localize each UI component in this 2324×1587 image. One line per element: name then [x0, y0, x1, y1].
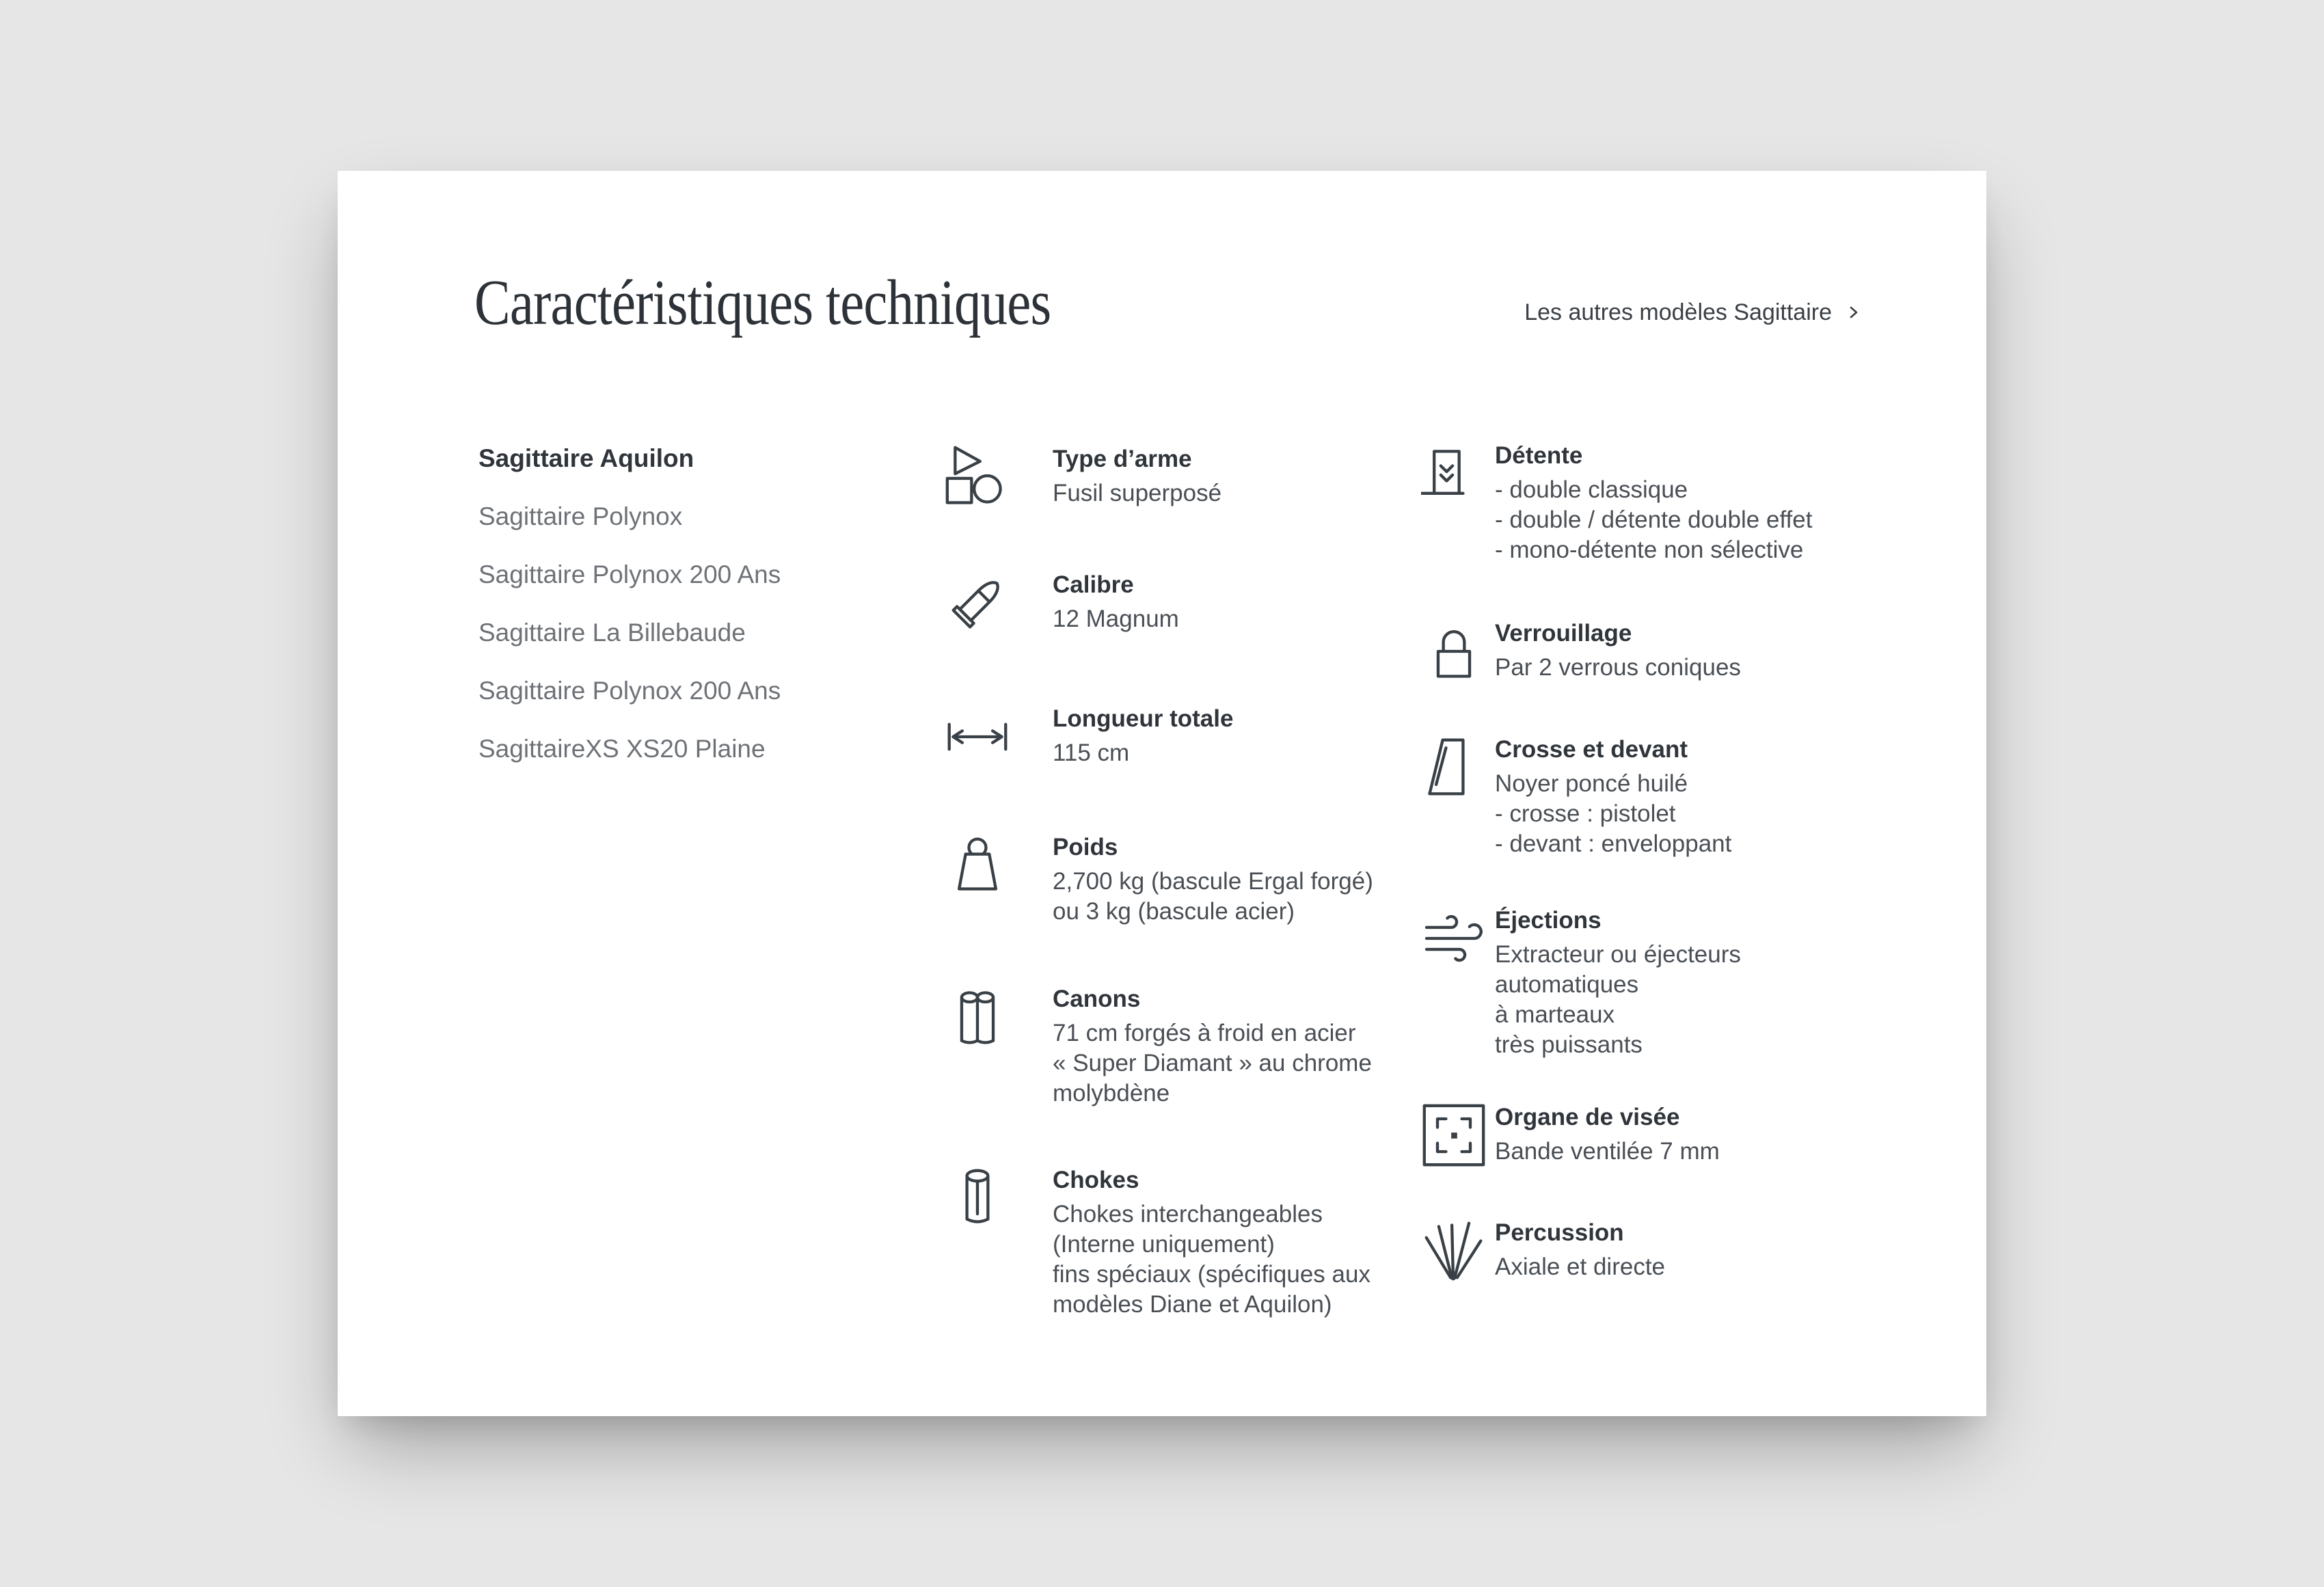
spec-label: Organe de visée	[1495, 1104, 1680, 1130]
spec-value-line: très puissants	[1495, 1031, 1643, 1058]
spec-text	[1495, 619, 1741, 683]
spec-card	[338, 171, 1986, 1416]
spec-label: Longueur totale	[1053, 705, 1234, 732]
spec-text	[1053, 1165, 1370, 1320]
spec-text	[1053, 832, 1373, 927]
model-list-item[interactable]: Sagittaire Polynox 200 Ans	[478, 677, 781, 705]
model-list-item[interactable]: Sagittaire Polynox 200 Ans	[478, 560, 781, 588]
other-models-link[interactable]	[1524, 301, 1862, 324]
spec-value-line: Fusil superposé	[1053, 480, 1222, 506]
spec-value-line: Axiale et directe	[1495, 1253, 1666, 1280]
spec-text	[1053, 444, 1221, 508]
chevron-right-icon	[1844, 303, 1862, 321]
spec-value-line: Chokes interchangeables	[1053, 1201, 1323, 1227]
viewfinder-icon	[1421, 1102, 1487, 1168]
spec-value-line: ou 3 kg (bascule acier)	[1053, 898, 1295, 925]
spec-value-line: - devant : enveloppant	[1495, 830, 1732, 857]
spec-label: Calibre	[1053, 571, 1134, 598]
spec-value-line: 115 cm	[1053, 740, 1130, 766]
spec-value-line: molybdène	[1053, 1080, 1170, 1107]
spec-value-line: à marteaux	[1495, 1001, 1615, 1028]
spec-value-line: fins spéciaux (spécifiques aux	[1053, 1261, 1370, 1288]
model-list	[478, 446, 781, 794]
spec-text	[1053, 570, 1179, 634]
wind-icon	[1421, 906, 1487, 971]
spec-label: Détente	[1495, 442, 1583, 469]
spec-label: Chokes	[1053, 1167, 1139, 1193]
spec-value-line: Extracteur ou éjecteurs	[1495, 941, 1741, 968]
model-list-item[interactable]: Sagittaire La Billebaude	[478, 619, 746, 647]
length-icon	[945, 704, 1010, 770]
trigger-icon	[1421, 441, 1487, 506]
spec-value-line: - crosse : pistolet	[1495, 800, 1676, 827]
barrels-icon	[945, 984, 1010, 1050]
spec-label: Éjections	[1495, 907, 1602, 934]
spec-value-line: Par 2 verrous coniques	[1495, 654, 1741, 681]
spec-label: Verrouillage	[1495, 620, 1632, 647]
spec-label: Crosse et devant	[1495, 736, 1688, 763]
model-list-item[interactable]: Sagittaire Polynox	[478, 502, 683, 530]
spec-value-line: « Super Diamant » au chrome	[1053, 1050, 1372, 1076]
model-list-item[interactable]: Sagittaire Aquilon	[478, 444, 694, 472]
spec-value-line: - double / détente double effet	[1495, 506, 1813, 533]
spec-label: Poids	[1053, 834, 1118, 860]
spec-value-line: (Interne uniquement)	[1053, 1231, 1275, 1258]
spec-text	[1495, 1218, 1665, 1282]
spec-value-line: modèles Diane et Aquilon)	[1053, 1291, 1332, 1318]
shapes-icon	[945, 444, 1010, 510]
spec-text	[1495, 1102, 1720, 1167]
spec-label: Canons	[1053, 986, 1141, 1012]
spec-value-line: 71 cm forgés à froid en acier	[1053, 1020, 1356, 1046]
choke-icon	[945, 1165, 1010, 1231]
page-title-text: Caractéristiques techniques	[474, 267, 1051, 338]
spec-text	[1053, 704, 1233, 768]
spec-label: Type d’arme	[1053, 446, 1192, 472]
spec-value-line: - mono-détente non sélective	[1495, 537, 1804, 563]
spec-value-line: automatiques	[1495, 971, 1639, 998]
spec-value-line: Bande ventilée 7 mm	[1495, 1138, 1720, 1165]
spec-text	[1053, 984, 1372, 1109]
spec-label: Percussion	[1495, 1219, 1624, 1246]
spec-text	[1495, 735, 1731, 859]
model-list-item[interactable]: SagittaireXS XS20 Plaine	[478, 735, 766, 763]
spec-value-line: 2,700 kg (bascule Ergal forgé)	[1053, 868, 1373, 895]
bullet-icon	[945, 570, 1010, 636]
percussion-icon	[1421, 1218, 1487, 1284]
lock-icon	[1421, 619, 1487, 684]
spec-text	[1495, 906, 1741, 1060]
spec-value-line: - double classique	[1495, 476, 1688, 503]
page-title	[474, 267, 1161, 338]
spec-text	[1495, 441, 1812, 565]
stock-icon	[1421, 735, 1487, 800]
spec-value-line: 12 Magnum	[1053, 606, 1179, 632]
other-models-link-label: Les autres modèles Sagittaire	[1524, 299, 1832, 325]
spec-value-line: Noyer poncé huilé	[1495, 770, 1688, 797]
weight-icon	[945, 832, 1010, 898]
